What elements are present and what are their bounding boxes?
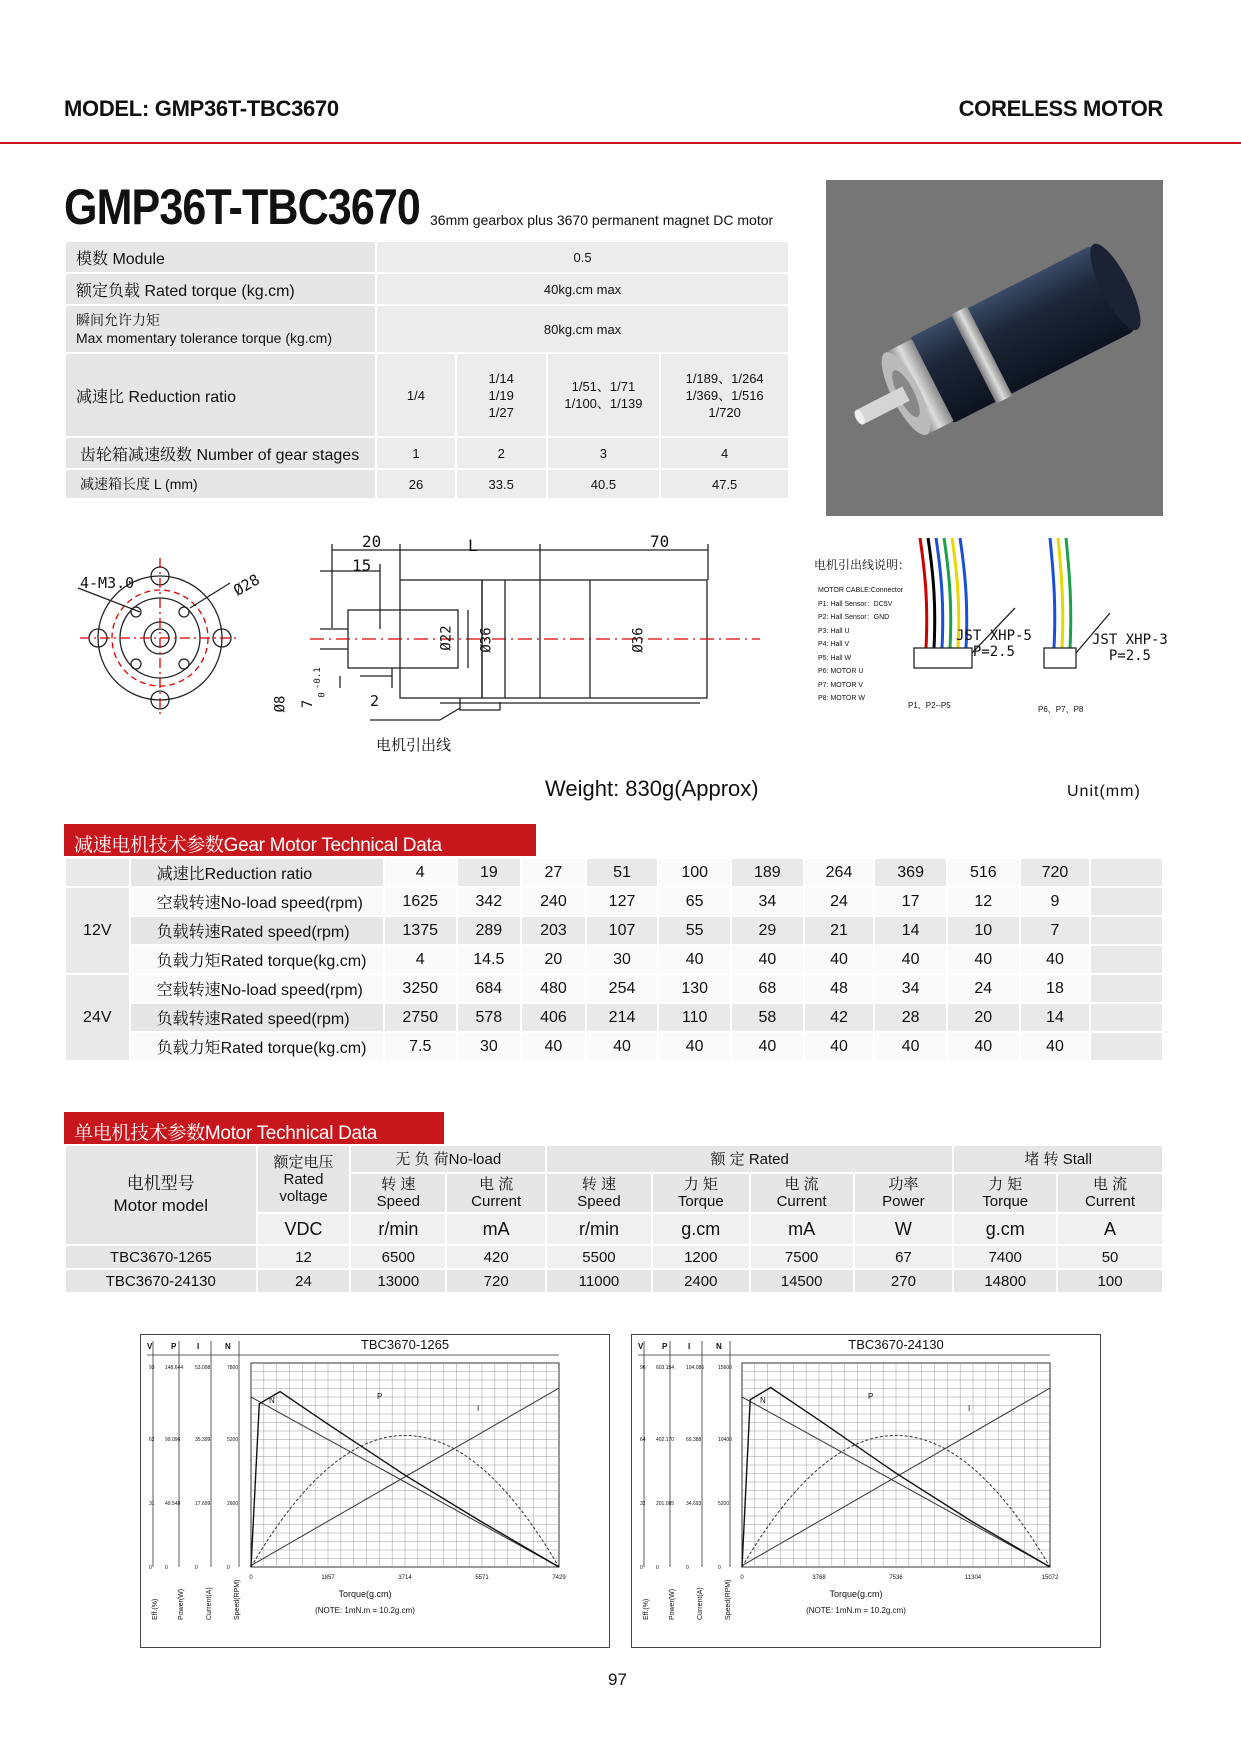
motor-value: 24 bbox=[257, 1269, 351, 1293]
gear-value: 40 bbox=[874, 1032, 947, 1061]
y-tick-label: 603.154 bbox=[656, 1365, 675, 1371]
gear-value: 24 bbox=[947, 974, 1020, 1003]
gear-value: 1625 bbox=[384, 887, 457, 916]
motor-value: 270 bbox=[854, 1269, 954, 1293]
motor-value: 50 bbox=[1057, 1245, 1163, 1269]
x-axis-label: Torque(g.cm) bbox=[829, 1589, 883, 1599]
voltage-group: 24V bbox=[65, 974, 130, 1061]
motor-value: 7500 bbox=[750, 1245, 854, 1269]
stages-value: 2 bbox=[456, 437, 547, 469]
gear-value: 40 bbox=[947, 1032, 1020, 1061]
motor-value: 1200 bbox=[652, 1245, 750, 1269]
dim-l: L bbox=[468, 536, 478, 555]
y-tick-label: 0 bbox=[686, 1565, 689, 1571]
y-tick-label: 5200 bbox=[227, 1437, 239, 1443]
stall-header: 堵 转 Stall bbox=[953, 1145, 1163, 1173]
empty-cell bbox=[1090, 974, 1163, 1003]
pins-b: P6、P7、P8 bbox=[1038, 705, 1084, 714]
gear-row-label: 空载转速No-load speed(rpm) bbox=[130, 887, 384, 916]
ratio-value: 100 bbox=[658, 858, 731, 887]
rated-torque-value: 40kg.cm max bbox=[376, 273, 789, 305]
max-torque-value: 80kg.cm max bbox=[376, 305, 789, 353]
rated-voltage-header: 额定电压 Rated voltage bbox=[257, 1145, 351, 1213]
chart-1 bbox=[140, 1334, 610, 1648]
y-tick-label: 402.170 bbox=[656, 1437, 675, 1443]
dim-70: 70 bbox=[650, 532, 670, 551]
empty-cell bbox=[1090, 916, 1163, 945]
gear-value: 14.5 bbox=[457, 945, 522, 974]
chart-note: (NOTE: 1mN.m = 10.2g.cm) bbox=[806, 1606, 906, 1615]
x-tick-label: 3714 bbox=[398, 1575, 412, 1581]
stages-value: 4 bbox=[660, 437, 789, 469]
motor-table bbox=[64, 1144, 1164, 1294]
y-tick-label: 2600 bbox=[227, 1501, 239, 1507]
unit-cell: g.cm bbox=[953, 1213, 1057, 1245]
gear-value: 130 bbox=[658, 974, 731, 1003]
chart-2 bbox=[631, 1334, 1101, 1648]
product-title: GMP36T-TBC3670 bbox=[64, 179, 420, 235]
gear-value: 20 bbox=[521, 945, 586, 974]
gear-value: 40 bbox=[521, 1032, 586, 1061]
gear-row-label: 负载力矩Rated torque(kg.cm) bbox=[130, 1032, 384, 1061]
reduction-value: 1/51、1/71 1/100、1/139 bbox=[547, 353, 661, 437]
y-tick-label: 5200 bbox=[718, 1501, 730, 1507]
sub-header: 功率 Power bbox=[854, 1173, 954, 1213]
gear-value: 127 bbox=[586, 887, 659, 916]
header-divider bbox=[0, 142, 1241, 144]
jst3-label: JST XHP-3 P=2.5 bbox=[1092, 632, 1168, 664]
motor-value: 100 bbox=[1057, 1269, 1163, 1293]
sub-header: 转 速 Speed bbox=[546, 1173, 652, 1213]
y-tick-label: 10400 bbox=[718, 1437, 732, 1443]
gear-value: 40 bbox=[804, 945, 875, 974]
gear-value: 14 bbox=[874, 916, 947, 945]
gear-value: 254 bbox=[586, 974, 659, 1003]
x-tick-label: 5571 bbox=[475, 1575, 489, 1581]
empty-cell bbox=[1090, 858, 1163, 887]
sub-header: 电 流 Current bbox=[446, 1173, 546, 1213]
motor-value: 2400 bbox=[652, 1269, 750, 1293]
gear-value: 65 bbox=[658, 887, 731, 916]
motor-value: 13000 bbox=[350, 1269, 446, 1293]
y-axis-label: Eff.(%) bbox=[643, 1598, 650, 1620]
motor-table-title: 单电机技术参数Motor Technical Data bbox=[64, 1112, 444, 1144]
axis-head: V bbox=[638, 1342, 644, 1351]
unit-cell: VDC bbox=[257, 1213, 351, 1245]
gear-value: 12 bbox=[947, 887, 1020, 916]
voltage-group: 12V bbox=[65, 887, 130, 974]
motor-value: 420 bbox=[446, 1245, 546, 1269]
gear-value: 9 bbox=[1020, 887, 1091, 916]
gear-value: 684 bbox=[457, 974, 522, 1003]
product-photo bbox=[826, 180, 1163, 516]
reduction-value: 1/189、1/264 1/369、1/516 1/720 bbox=[660, 353, 789, 437]
gear-value: 3250 bbox=[384, 974, 457, 1003]
y-axis-label: Power(W) bbox=[669, 1588, 676, 1620]
curve-label: I bbox=[968, 1404, 971, 1413]
unit-cell: r/min bbox=[350, 1213, 446, 1245]
gear-row-label: 负载力矩Rated torque(kg.cm) bbox=[130, 945, 384, 974]
length-value: 33.5 bbox=[456, 469, 547, 499]
gear-row-label: 负载转速Rated speed(rpm) bbox=[130, 916, 384, 945]
y-tick-label: 0 bbox=[718, 1565, 721, 1571]
axis-head: V bbox=[147, 1342, 153, 1351]
unit-cell: r/min bbox=[546, 1213, 652, 1245]
length-value: 40.5 bbox=[547, 469, 661, 499]
y-tick-label: 99.096 bbox=[165, 1437, 181, 1443]
y-axis-label: Power(W) bbox=[178, 1588, 185, 1620]
sub-header: 力 矩 Torque bbox=[652, 1173, 750, 1213]
axis-head: P bbox=[662, 1342, 668, 1351]
axis-head: I bbox=[197, 1342, 200, 1351]
axis-head: N bbox=[225, 1342, 231, 1351]
ratio-label: 减速比Reduction ratio bbox=[130, 858, 384, 887]
header-category: CORELESS MOTOR bbox=[958, 96, 1163, 121]
stages-value: 3 bbox=[547, 437, 661, 469]
gear-value: 40 bbox=[804, 1032, 875, 1061]
gear-value: 40 bbox=[731, 945, 804, 974]
gear-table bbox=[64, 857, 1164, 1062]
gear-value: 40 bbox=[658, 1032, 731, 1061]
page-number: 97 bbox=[608, 1670, 627, 1689]
dim-hole: 4-M3.0 bbox=[80, 574, 135, 592]
gear-value: 203 bbox=[521, 916, 586, 945]
motor-value: 7400 bbox=[953, 1245, 1057, 1269]
weight: Weight: 830g(Approx) bbox=[545, 776, 759, 801]
ratio-value: 4 bbox=[384, 858, 457, 887]
y-tick-label: 69.388 bbox=[686, 1437, 702, 1443]
gear-value: 40 bbox=[1020, 1032, 1091, 1061]
gear-value: 40 bbox=[1020, 945, 1091, 974]
dim-15: 15 bbox=[352, 556, 372, 575]
unit-cell: g.cm bbox=[652, 1213, 750, 1245]
gear-value: 58 bbox=[731, 1003, 804, 1032]
reduction-value: 1/14 1/19 1/27 bbox=[456, 353, 547, 437]
curve-label: P bbox=[377, 1392, 383, 1401]
motor-value: 720 bbox=[446, 1269, 546, 1293]
y-axis-label: Eff.(%) bbox=[152, 1598, 159, 1620]
max-torque-label: 瞬间允许力矩 Max momentary tolerance torque (kg.cm) bbox=[65, 305, 376, 353]
motor-value: 11000 bbox=[546, 1269, 652, 1293]
gear-value: 20 bbox=[947, 1003, 1020, 1032]
gear-value: 24 bbox=[804, 887, 875, 916]
header-model: MODEL: GMP36T-TBC3670 bbox=[64, 96, 339, 121]
dim-d28: Ø28 bbox=[230, 570, 263, 600]
y-tick-label: 0 bbox=[165, 1565, 168, 1571]
motor-value: 12 bbox=[257, 1245, 351, 1269]
reduction-value: 1/4 bbox=[376, 353, 456, 437]
chart-1-svg bbox=[141, 1335, 609, 1647]
gear-value: 21 bbox=[804, 916, 875, 945]
y-tick-label: 34.693 bbox=[686, 1501, 702, 1507]
x-tick-label: 0 bbox=[249, 1575, 253, 1581]
y-tick-label: 49.548 bbox=[165, 1501, 181, 1507]
gear-value: 17 bbox=[874, 887, 947, 916]
y-tick-label: 53.098 bbox=[195, 1365, 211, 1371]
ratio-value: 19 bbox=[457, 858, 522, 887]
chart-title: TBC3670-24130 bbox=[848, 1337, 944, 1352]
gear-row-label: 空载转速No-load speed(rpm) bbox=[130, 974, 384, 1003]
noload-header: 无 负 荷No-load bbox=[350, 1145, 546, 1173]
gear-value: 40 bbox=[947, 945, 1020, 974]
module-value: 0.5 bbox=[376, 241, 789, 273]
x-tick-label: 1857 bbox=[321, 1575, 335, 1581]
motor-value: 67 bbox=[854, 1245, 954, 1269]
motor-value: 6500 bbox=[350, 1245, 446, 1269]
gear-value: 40 bbox=[874, 945, 947, 974]
chart-2-svg bbox=[632, 1335, 1100, 1647]
gear-value: 4 bbox=[384, 945, 457, 974]
y-tick-label: 0 bbox=[149, 1565, 152, 1571]
dim-d36b: Ø36 bbox=[630, 627, 647, 653]
rated-torque-label: 额定负载 Rated torque (kg.cm) bbox=[65, 273, 376, 305]
ratio-value: 516 bbox=[947, 858, 1020, 887]
gear-value: 55 bbox=[658, 916, 731, 945]
reduction-label: 减速比 Reduction ratio bbox=[65, 353, 376, 437]
y-axis-label: Current(A) bbox=[697, 1587, 704, 1620]
ratio-value: 27 bbox=[521, 858, 586, 887]
empty-cell bbox=[1090, 945, 1163, 974]
axis-head: P bbox=[171, 1342, 177, 1351]
ratio-value: 51 bbox=[586, 858, 659, 887]
gear-value: 34 bbox=[874, 974, 947, 1003]
gear-value: 30 bbox=[457, 1032, 522, 1061]
motor-value: 5500 bbox=[546, 1245, 652, 1269]
gear-value: 18 bbox=[1020, 974, 1091, 1003]
y-tick-label: 96 bbox=[640, 1365, 646, 1371]
gear-value: 10 bbox=[947, 916, 1020, 945]
y-tick-label: 148.644 bbox=[165, 1365, 184, 1371]
dim-d22: Ø22 bbox=[438, 625, 455, 651]
gear-value: 29 bbox=[731, 916, 804, 945]
gear-value: 110 bbox=[658, 1003, 731, 1032]
motor-model-header: 电机型号 Motor model bbox=[65, 1145, 257, 1245]
y-tick-label: 15600 bbox=[718, 1365, 732, 1371]
motor-model: TBC3670-24130 bbox=[65, 1269, 257, 1293]
gear-value: 30 bbox=[586, 945, 659, 974]
unit-cell: mA bbox=[446, 1213, 546, 1245]
curve-label: I bbox=[477, 1404, 480, 1413]
stages-label: 齿轮箱减速级数 Number of gear stages bbox=[65, 437, 376, 469]
dim-2: 2 bbox=[370, 692, 380, 710]
y-tick-label: 201.085 bbox=[656, 1501, 675, 1507]
y-tick-label: 104.086 bbox=[686, 1365, 705, 1371]
x-tick-label: 11304 bbox=[964, 1575, 982, 1581]
sub-header: 转 速 Speed bbox=[350, 1173, 446, 1213]
dim-d36a: Ø36 bbox=[478, 627, 495, 653]
stages-value: 1 bbox=[376, 437, 456, 469]
empty-cell bbox=[1090, 887, 1163, 916]
sub-header: 电 流 Current bbox=[1057, 1173, 1163, 1213]
gear-table-title: 减速电机技术参数Gear Motor Technical Data bbox=[64, 824, 536, 856]
x-axis-label: Torque(g.cm) bbox=[338, 1589, 392, 1599]
jst5-label: JST XHP-5 P=2.5 bbox=[956, 628, 1032, 660]
sub-header: 力 矩 Torque bbox=[953, 1173, 1057, 1213]
gear-value: 7.5 bbox=[384, 1032, 457, 1061]
length-value: 47.5 bbox=[660, 469, 789, 499]
gear-value: 1375 bbox=[384, 916, 457, 945]
ratio-value: 264 bbox=[804, 858, 875, 887]
pins-a: P1、P2--P5 bbox=[908, 701, 951, 710]
gear-value: 240 bbox=[521, 887, 586, 916]
x-tick-label: 0 bbox=[740, 1575, 744, 1581]
gear-value: 34 bbox=[731, 887, 804, 916]
y-tick-label: 62 bbox=[149, 1437, 155, 1443]
ratio-value: 369 bbox=[874, 858, 947, 887]
y-tick-label: 64 bbox=[640, 1437, 646, 1443]
length-value: 26 bbox=[376, 469, 456, 499]
y-tick-label: 0 bbox=[227, 1565, 230, 1571]
gear-value: 7 bbox=[1020, 916, 1091, 945]
dim-tol-bot: -0.1 bbox=[313, 667, 323, 689]
gear-value: 2750 bbox=[384, 1003, 457, 1032]
dim-d8: Ø8 bbox=[272, 695, 289, 713]
curve-label: P bbox=[868, 1392, 874, 1401]
x-tick-label: 7429 bbox=[552, 1575, 566, 1581]
ratio-value: 189 bbox=[731, 858, 804, 887]
length-label: 减速箱长度 L (mm) bbox=[65, 469, 376, 499]
empty-cell bbox=[1090, 1032, 1163, 1061]
unit-cell: A bbox=[1057, 1213, 1163, 1245]
y-axis-label: Speed(RPM) bbox=[234, 1579, 241, 1620]
y-tick-label: 7800 bbox=[227, 1365, 239, 1371]
y-axis-label: Current(A) bbox=[206, 1587, 213, 1620]
y-tick-label: 31 bbox=[149, 1501, 155, 1507]
x-tick-label: 3768 bbox=[812, 1575, 826, 1581]
axis-head: I bbox=[688, 1342, 691, 1351]
y-tick-label: 17.699 bbox=[195, 1501, 211, 1507]
gear-value: 40 bbox=[731, 1032, 804, 1061]
unit-label: Unit(mm) bbox=[1067, 783, 1141, 800]
dim-d7: 7 bbox=[300, 699, 317, 709]
gear-value: 40 bbox=[658, 945, 731, 974]
empty-cell bbox=[1090, 1003, 1163, 1032]
gear-value: 42 bbox=[804, 1003, 875, 1032]
gear-value: 480 bbox=[521, 974, 586, 1003]
gear-value: 578 bbox=[457, 1003, 522, 1032]
motor-value: 14500 bbox=[750, 1269, 854, 1293]
gear-value: 289 bbox=[457, 916, 522, 945]
motor-model: TBC3670-1265 bbox=[65, 1245, 257, 1269]
gear-value: 48 bbox=[804, 974, 875, 1003]
gear-value: 28 bbox=[874, 1003, 947, 1032]
cable-description: MOTOR CABLE:Connector P1: Hall Sensor：DC5V P2: Hall Sensor：GND P3: Hall U P4: Hall V P5: Hall W P6: MOTOR U P7: MOTOR V P8: MOTOR W bbox=[818, 587, 904, 702]
spec-table bbox=[64, 240, 790, 500]
y-tick-label: 93 bbox=[149, 1365, 155, 1371]
ratio-corner bbox=[65, 858, 130, 887]
y-tick-label: 0 bbox=[195, 1565, 198, 1571]
lead-wire-label: 电机引出线 bbox=[376, 737, 452, 754]
y-tick-label: 32 bbox=[640, 1501, 646, 1507]
rated-header: 额 定 Rated bbox=[546, 1145, 953, 1173]
y-axis-label: Speed(RPM) bbox=[725, 1579, 732, 1620]
y-tick-label: 35.399 bbox=[195, 1437, 211, 1443]
unit-cell: mA bbox=[750, 1213, 854, 1245]
unit-cell: W bbox=[854, 1213, 954, 1245]
gear-value: 107 bbox=[586, 916, 659, 945]
y-tick-label: 0 bbox=[640, 1565, 643, 1571]
motor-image bbox=[826, 180, 1163, 516]
chart-title: TBC3670-1265 bbox=[360, 1337, 450, 1352]
y-tick-label: 0 bbox=[656, 1565, 659, 1571]
ratio-value: 720 bbox=[1020, 858, 1091, 887]
curve-label: N bbox=[760, 1396, 766, 1405]
chart-note: (NOTE: 1mN.m = 10.2g.cm) bbox=[315, 1606, 415, 1615]
gear-value: 68 bbox=[731, 974, 804, 1003]
product-subtitle: 36mm gearbox plus 3670 permanent magnet DC motor bbox=[430, 212, 774, 228]
x-tick-label: 15072 bbox=[1041, 1575, 1059, 1581]
gear-value: 406 bbox=[521, 1003, 586, 1032]
dim-20: 20 bbox=[362, 532, 382, 551]
x-tick-label: 7536 bbox=[889, 1575, 903, 1581]
gear-row-label: 负载转速Rated speed(rpm) bbox=[130, 1003, 384, 1032]
curve-label: N bbox=[269, 1396, 275, 1405]
axis-head: N bbox=[716, 1342, 722, 1351]
motor-value: 14800 bbox=[953, 1269, 1057, 1293]
sub-header: 电 流 Current bbox=[750, 1173, 854, 1213]
dim-tol-top: 0 bbox=[317, 692, 328, 698]
gear-value: 214 bbox=[586, 1003, 659, 1032]
gear-value: 40 bbox=[586, 1032, 659, 1061]
gear-value: 14 bbox=[1020, 1003, 1091, 1032]
module-label: 模数 Module bbox=[65, 241, 376, 273]
gear-value: 342 bbox=[457, 887, 522, 916]
cable-title: 电机引出线说明： bbox=[814, 558, 911, 572]
